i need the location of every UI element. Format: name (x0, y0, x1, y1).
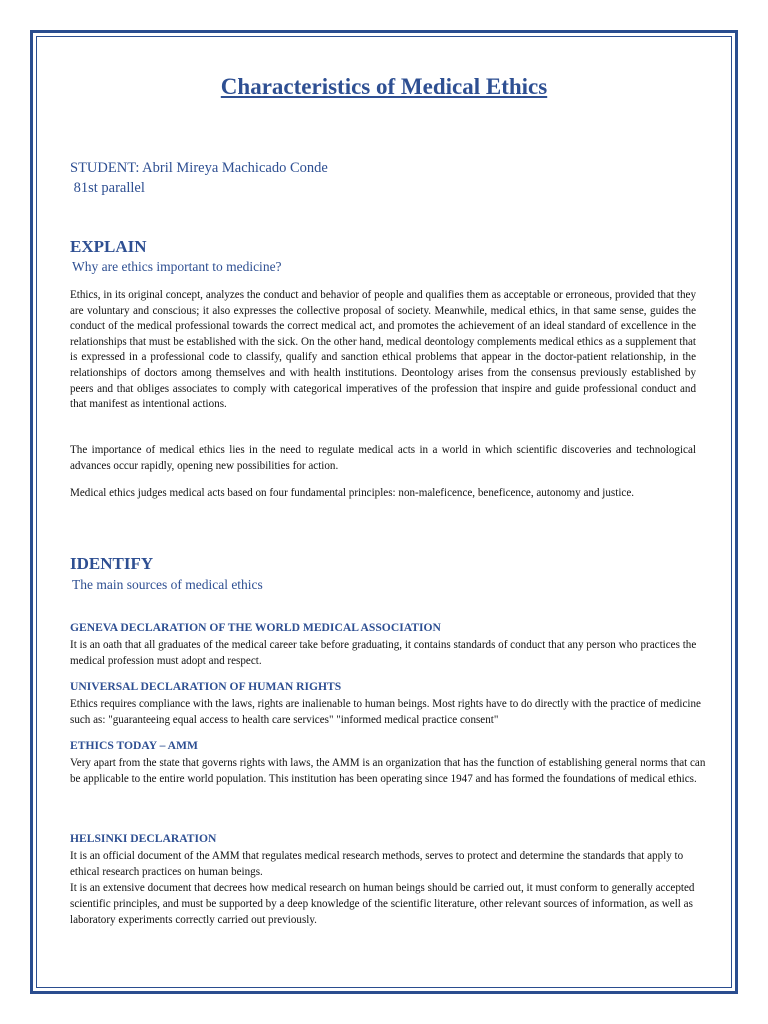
student-info (70, 158, 328, 198)
explain-heading: EXPLAIN (70, 237, 147, 256)
student-parallel: 81st parallel (70, 180, 145, 196)
student-name: STUDENT: Abril Mireya Machicado Conde (70, 160, 328, 176)
identify-heading: IDENTIFY (70, 554, 154, 573)
source-body-amm: Very apart from the state that governs rights with laws, the AMM is an organization that has the function of establishing general norms that can be applicable to the entire world population. This institution has been operating since 1947 and has formed the foundations of medical ethics. (70, 757, 706, 785)
document-title: Characteristics of Medical Ethics (220, 74, 548, 99)
source-body-geneva: It is an oath that all graduates of the medical career take before graduating, it contains standards of conduct that any person who practices the medical profession must adopt and respect. (70, 639, 697, 667)
source-heading-helsinki: HELSINKI DECLARATION (70, 832, 217, 845)
explain-subheading: Why are ethics important to medicine? (72, 259, 282, 274)
source-body-udhr: Ethics requires compliance with the laws, rights are inalienable to human beings. Most rights have to do directly with the practice of medicine such as: "guaranteeing equal access to health care services" "informed medical practice consent" (70, 698, 701, 726)
source-heading-geneva: GENEVA DECLARATION OF THE WORLD MEDICAL ASSOCIATION (70, 621, 441, 634)
explain-paragraph-3: Medical ethics judges medical acts based on four fundamental principles: non-maleficence, beneficence, autonomy and justice. (70, 487, 635, 499)
source-heading-amm: ETHICS TODAY – AMM (70, 739, 198, 752)
explain-paragraph-2: The importance of medical ethics lies in the need to regulate medical acts in a world in which scientific discoveries and technological advances occur rapidly, opening new possibilities for action. (70, 444, 696, 472)
identify-subheading: The main sources of medical ethics (72, 577, 263, 592)
source-heading-udhr: UNIVERSAL DECLARATION OF HUMAN RIGHTS (70, 680, 342, 693)
source-body-helsinki-2: It is an extensive document that decrees how medical research on human beings should be carried out, it must conform to generally accepted scientific principles, and must be supported by a deep knowledge of the scientific literature, other relevant sources of information, as well as laboratory experiments correctly carried out previously. (70, 882, 695, 926)
explain-paragraph-1: Ethics, in its original concept, analyzes the conduct and behavior of people and qualifies them as acceptable or erroneous, provided that they are voluntary and conscious; it also expresses the collective proposal of society. Meanwhile, medical ethics, in that same sense, guides the conduct of the medical professional towards the correct medical act, and promotes the achievement of an ideal standard of excellence in the relationships that must be established with the sick. On the other hand, medical deontology complements medical ethics as a supplement that is expressed in a professional code to classify, qualify and sanction ethical problems that appear in the doctor-patient relationship, in the relationships of doctors among themselves and with health institutions. Deontology arises from the consensus previously established by peers and that obliges associates to comply with categorical imperatives of the profession that inspire and guide professional conduct and that manifest as intentional actions. (70, 289, 696, 411)
source-body-helsinki: It is an official document of the AMM that regulates medical research methods, serves to protect and determine the standards that apply to ethical research practices on human beings. (70, 850, 684, 878)
